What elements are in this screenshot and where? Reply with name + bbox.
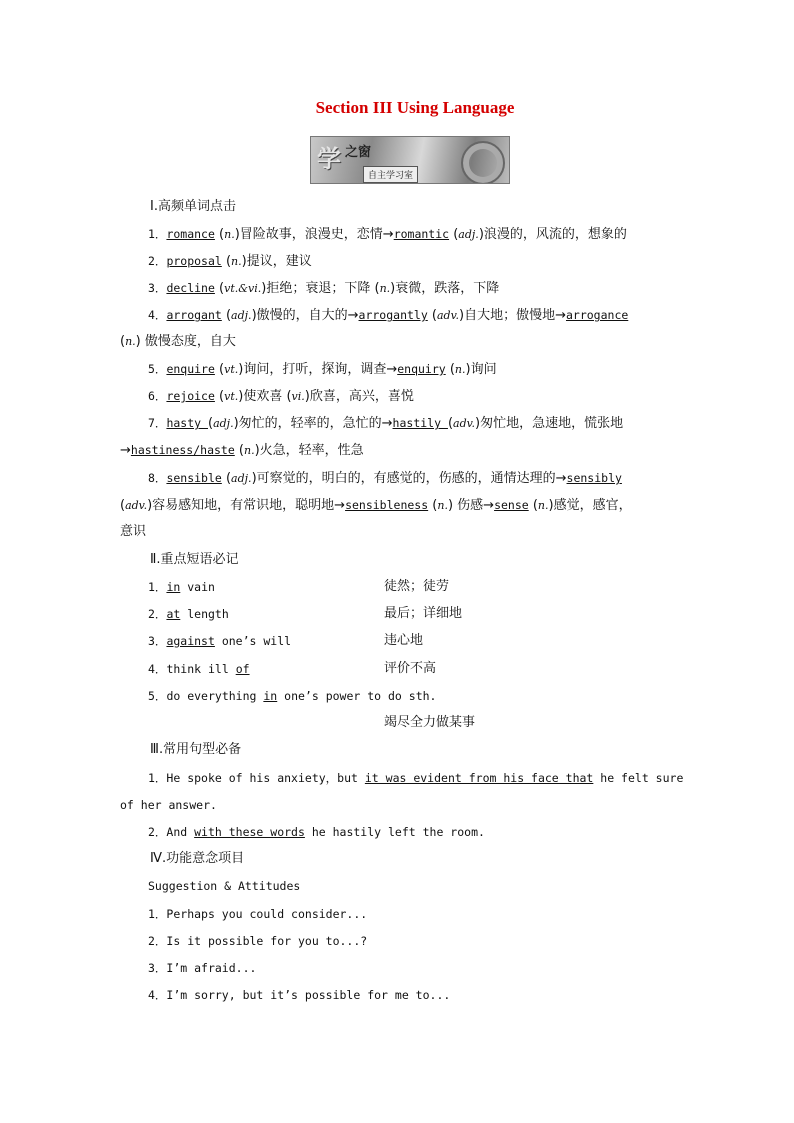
vocab-item-2: 2．proposal (n.)提议，建议 xyxy=(148,254,312,269)
section-1-heading: Ⅰ.高频单词点击 xyxy=(150,199,236,214)
page-title: Section III Using Language xyxy=(315,98,515,117)
vocab-item-8-cont: (adv.)容易感知地，有常识地，聪明地→sensibleness (n.) 伤感→sense (n.)感觉，感官， xyxy=(120,498,632,513)
vocab-item-1: 1．romance (n.)冒险故事，浪漫史，恋情→romantic (adj.)浪漫的，风流的，想象的 xyxy=(148,227,627,242)
vocab-item-8-cont2: 意识 xyxy=(120,524,147,539)
banner-text: 之窗 xyxy=(345,145,372,160)
vocab-item-4-cont: (n.) 傲慢态度，自大 xyxy=(120,334,236,349)
section-2-heading: Ⅱ.重点短语必记 xyxy=(150,552,239,567)
vocab-item-7-cont: →hastiness/haste (n.)火急，轻率，性急 xyxy=(120,443,364,458)
function-item: 2．Is it possible for you to...? xyxy=(148,934,368,948)
phrase-item-5: 5．do everything in one’s power to do sth. xyxy=(148,689,437,703)
phrase-item-1-meaning: 徒然；徒劳 xyxy=(384,579,450,594)
vocab-item-4: 4．arrogant (adj.)傲慢的，自大的→arrogantly (adv.)自大地；傲慢地→arrogance xyxy=(148,308,629,323)
phrase-item-2-meaning: 最后；详细地 xyxy=(384,606,463,621)
banner-decoration xyxy=(461,141,505,184)
vocab-item-6: 6．rejoice (vt.)使欢喜 (vi.)欣喜，高兴，喜悦 xyxy=(148,389,414,404)
study-banner-image xyxy=(310,136,510,184)
vocab-item-7: 7．hasty (adj.)匆忙的，轻率的，急忙的→hastily (adv.)匆忙地，急速地，慌张地 xyxy=(148,416,624,431)
section-3-heading: Ⅲ.常用句型必备 xyxy=(150,742,242,757)
phrase-item-4-meaning: 评价不高 xyxy=(384,661,437,676)
banner-char: 学 xyxy=(317,144,341,173)
sentence-item-1: 1．He spoke of his anxiety，but it was evident from his face that he felt sure xyxy=(148,771,684,785)
phrase-item-2: 2．at length xyxy=(148,607,229,621)
banner-subtitle: 自主学习室 xyxy=(363,166,418,183)
function-item: Suggestion & Attitudes xyxy=(148,879,301,893)
phrase-item-3-meaning: 违心地 xyxy=(384,633,424,648)
function-item: 1．Perhaps you could consider... xyxy=(148,907,368,921)
vocab-item-3: 3．decline (vt.&vi.)拒绝；衰退；下降 (n.)衰微，跌落，下降 xyxy=(148,281,500,296)
phrase-item-3: 3．against one’s will xyxy=(148,634,292,648)
vocab-item-5: 5．enquire (vt.)询问，打听，探询，调查→enquiry (n.)询问 xyxy=(148,362,497,377)
function-item: 3．I’m afraid... xyxy=(148,961,257,975)
section-4-heading: Ⅳ.功能意念项目 xyxy=(150,851,245,866)
phrase-item-1: 1．in vain xyxy=(148,580,215,594)
sentence-item-2: 2．And with these words he hastily left the room. xyxy=(148,825,485,839)
vocab-item-8: 8．sensible (adj.)可察觉的，明白的，有感觉的，伤感的，通情达理的→sensibly xyxy=(148,471,622,486)
phrase-item-5-meaning: 竭尽全力做某事 xyxy=(384,715,476,730)
phrase-item-4: 4．think ill of xyxy=(148,662,250,676)
sentence-item-1-cont: of her answer. xyxy=(120,798,217,812)
function-item: 4．I’m sorry, but it’s possible for me to... xyxy=(148,988,451,1002)
